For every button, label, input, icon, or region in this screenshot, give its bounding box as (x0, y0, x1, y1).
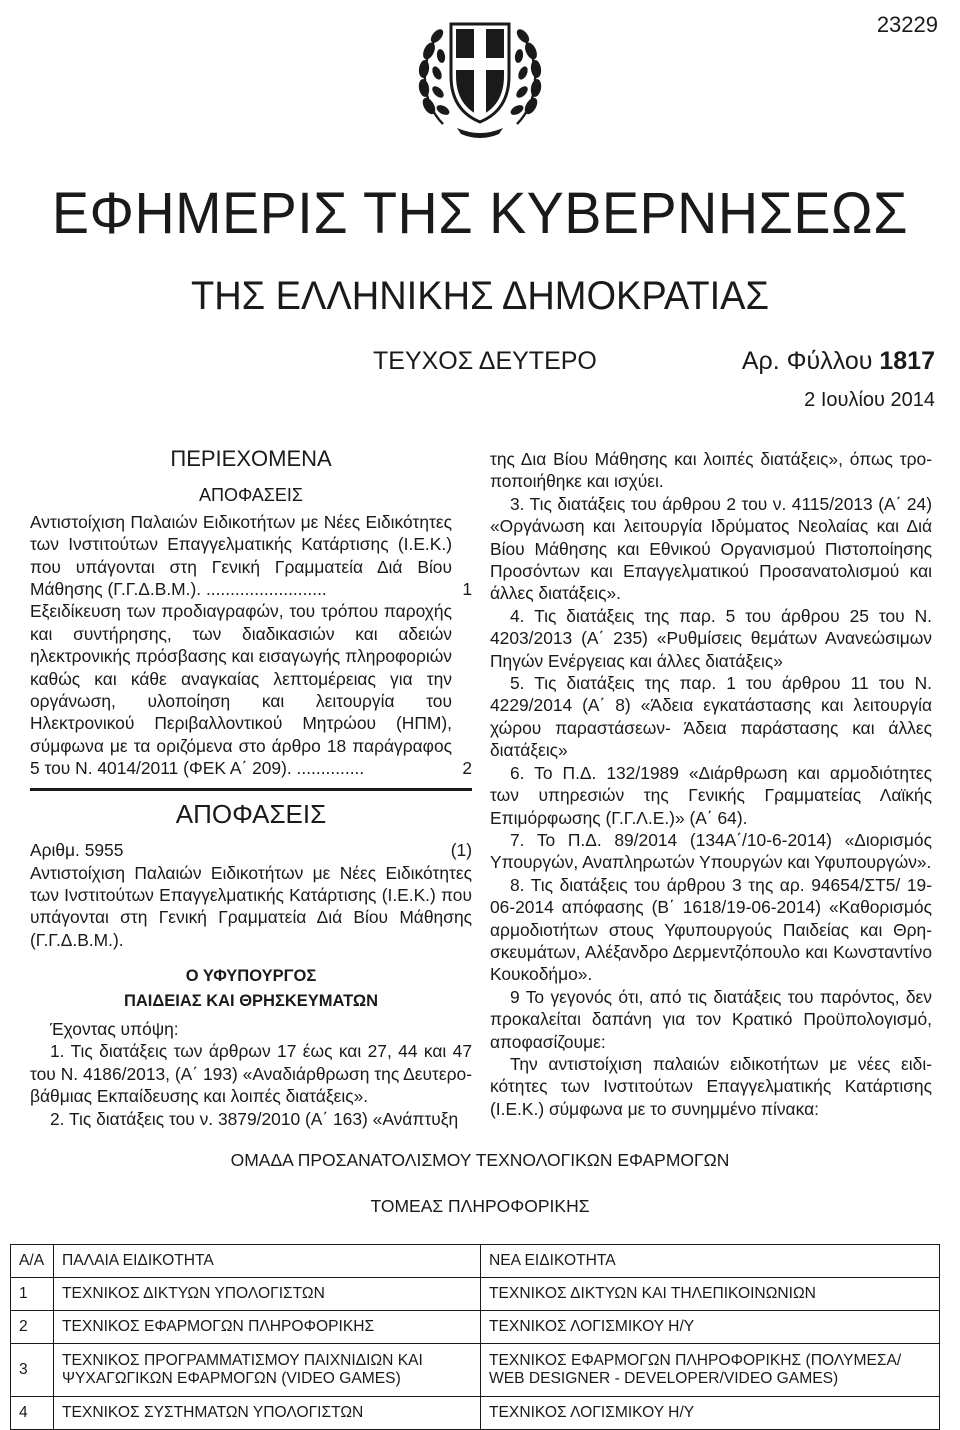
decision-paragraph: της Δια Βίου Μάθησης και λοιπές διατάξεις», όπως τροποποιήθηκε και ισχύει. (490, 449, 932, 492)
contents-entry[interactable] (30, 600, 472, 779)
row-number: 3 (11, 1344, 54, 1397)
old-specialty-cell: ΤΕΧΝΙΚΟΣ ΣΥΣΤΗΜΑΤΩΝ ΥΠΟΛΟΓΙΣΤΩΝ (54, 1397, 481, 1430)
row-number: 1 (11, 1278, 54, 1311)
contents-entry-text: Εξειδίκευση των προδιαγραφών, του τρόπου παροχής και συντήρησης, των διαδικασιών και αδειών ηλεκτρονικής πρόσβασης και εισαγωγής πληροφοριών καθώς και κάθε αναγκαίας λεπτομέρειας για την οργάνωση, υλοποίηση και λειτουργία του Ηλεκτρονικού Περιβαλλοντικού Μητρώου (ΗΠΜ), σύμφωνα με τα οριζόμενα στο άρθρο 18 παράγραφος 5 του Ν. 4014/2011 (ΦΕΚ Α΄ 209). .............. (30, 601, 452, 779)
orientation-group-title: ΟΜΑΔΑ ΠΡΟΣΑΝΑΤΟΛΙΣΜΟΥ ΤΕΧΝΟΛΟΓΙΚΩΝ ΕΦΑΡΜΟΓΩΝ (230, 1150, 730, 1170)
decision-paragraph: 4. Τις διατάξεις της παρ. 5 του άρθρου 25 του Ν. 4203/2013 (Α΄ 235) «Ρυθμίσεις θεμάτων Ανανεώσιμων Πηγών Ενέργειας και άλλες διατάξεις» (490, 605, 932, 671)
sheet-label: Αρ. Φύλλου (741, 347, 873, 375)
contents-entry-page: 1 (462, 579, 472, 600)
decision-paragraph: 5. Τις διατάξεις της παρ. 1 του άρθρου 11 του Ν. 4229/2014 (Α΄ 8) «Άδεια εγκατάστασης και λειτουργία χώρου παραστάσεων- Άδεια παράστασης και άλλες διατάξεις» (490, 673, 932, 761)
decision-number-label: Αριθμ. 5955 (30, 840, 124, 861)
issue-series: ΤΕΥΧΟΣ ΔΕΥΤΕΡΟ (373, 347, 597, 375)
header-old-specialty: ΠΑΛΑΙΑ ΕΙΔΙΚΟΤΗΤΑ (54, 1245, 481, 1278)
section-divider (30, 788, 472, 791)
sheet-number (742, 347, 935, 376)
greek-coat-of-arms-icon (413, 6, 547, 140)
sheet-number-value: 1817 (879, 347, 935, 375)
decision-paragraph: 2. Τις διατάξεις του ν. 3879/2010 (Α΄ 163) «Ανάπτυξη (50, 1108, 459, 1129)
gazette-subtitle: ΤΗΣ ΕΛΛΗΝΙΚΗΣ ΔΗΜΟΚΡΑΤΙΑΣ (190, 274, 770, 318)
specialties-table (10, 1244, 940, 1430)
row-number: 2 (11, 1311, 54, 1344)
old-specialty-cell: ΤΕΧΝΙΚΟΣ ΔΙΚΤΥΩΝ ΥΠΟΛΟΓΙΣΤΩΝ (54, 1278, 481, 1311)
new-specialty-cell: ΤΕΧΝΙΚΟΣ ΔΙΚΤΥΩΝ ΚΑΙ ΤΗΛΕΠΙΚΟΙΝΩΝΙΩΝ (481, 1278, 940, 1311)
decision-paragraph: 1. Τις διατάξεις των άρθρων 17 έως και 27, 44 και 47 του Ν. 4186/2013, (Α΄ 193) «Αναδιάρθρωση της Δευτεροβάθμιας Εκπαίδευσης και λοιπές διατάξεις». (30, 1041, 472, 1107)
decision-paragraph: 7. Το Π.Δ. 89/2014 (134Α΄/10-6-2014) «Διορισμός Υπουργών, Αναπληρωτών Υπουργών και Υφυπουργών». (490, 829, 932, 873)
decisions-heading: ΑΠΟΦΑΣΕΙΣ (175, 798, 327, 829)
table-row (11, 1311, 940, 1344)
header-new-specialty: ΝΕΑ ΕΙΔΙΚΟΤΗΤΑ (481, 1245, 940, 1278)
table-row (11, 1344, 940, 1397)
table-row (11, 1397, 940, 1430)
contents-entry-text: Αντιστοίχιση Παλαιών Ειδικοτήτων με Νέες Ειδικότητες των Ινστιτούτων Επαγγελματικής Κατάρτισης (Ι.Ε.Κ.) που υπάγονται στη Γενική Γραμματεία Διά Βίου Μάθησης (Γ.Γ.Δ.Β.Μ.). ......................... (30, 511, 452, 600)
authority-title: Ο ΥΦΥΠΟΥΡΓΟΣ (185, 967, 317, 986)
table-header-row (11, 1245, 940, 1278)
sector-title: ΤΟΜΕΑΣ ΠΛΗΡΟΦΟΡΙΚΗΣ (370, 1196, 590, 1216)
decision-subject: Αντιστοίχιση Παλαιών Ειδικοτήτων με Νέες Ειδικότητες των Ινστιτούτων Επαγγελματικής Κατάρτισης (Ι.Ε.Κ.) που υπάγονται στη Γενική Γραμματεία Διά Βίου Μάθησης (Γ.Γ.Δ.Β.Μ.). (30, 862, 472, 950)
left-column (30, 448, 472, 1130)
contents-entry-page: 2 (462, 758, 472, 779)
gazette-title: ΕΦΗΜΕΡΙΣ ΤΗΣ ΚΥΒΕΡΝΗΣΕΩΣ (51, 181, 909, 246)
contents-entry[interactable] (30, 511, 472, 601)
header-aa: Α/Α (11, 1245, 54, 1278)
new-specialty-cell: ΤΕΧΝΙΚΟΣ ΛΟΓΙΣΜΙΚΟΥ Η/Υ (481, 1397, 940, 1430)
contents-title: ΠΕΡΙΕΧΟΜΕΝΑ (170, 446, 332, 471)
decision-index: (1) (450, 840, 472, 861)
decision-paragraph: 9 Το γεγονός ότι, από τις διατάξεις του παρόντος, δεν προκαλείται δαπάνη για τον Κρατικό Προϋπολογισμό, αποφασίζουμε: (490, 986, 932, 1052)
decision-number (30, 839, 472, 861)
issue-date: 2 Ιουλίου 2014 (804, 389, 935, 411)
new-specialty-cell: ΤΕΧΝΙΚΟΣ ΛΟΓΙΣΜΙΚΟΥ Η/Υ (481, 1311, 940, 1344)
page-number: 23229 (876, 12, 938, 37)
decision-paragraph: Την αντιστοίχιση παλαιών ειδικοτήτων με νέες ειδικότητες των Ινστιτούτων Επαγγελματικής Κατάρτισης (Ι.Ε.Κ.) σύμφωνα με το συνημμένο πίνακα: (490, 1053, 932, 1119)
decision-paragraph: 8. Τις διατάξεις του άρθρου 3 της αρ. 94654/ΣΤ5/ 19-06-2014 απόφασης (Β΄ 1618/19-06-2014) «Καθορισμός αρμοδιοτήτων στους Υφυπουργούς Παιδείας και Θρησκευμάτων, Αλέξανδρο Δερμεντζόπουλο και Κωνσταντίνο Κουκοδήμο». (490, 874, 932, 985)
new-specialty-cell: ΤΕΧΝΙΚΟΣ ΕΦΑΡΜΟΓΩΝ ΠΛΗΡΟΦΟΡΙΚΗΣ (ΠΟΛΥΜΕΣΑ/ WEB DESIGNER - DEVELOPER/VIDEO GAMES) (481, 1344, 940, 1397)
table-row (11, 1278, 940, 1311)
old-specialty-cell: ΤΕΧΝΙΚΟΣ ΠΡΟΓΡΑΜΜΑΤΙΣΜΟΥ ΠΑΙΧΝΙΔΙΩΝ ΚΑΙ ΨΥΧΑΓΩΓΙΚΩΝ ΕΦΑΡΜΟΓΩΝ (VIDEO GAMES) (54, 1344, 481, 1397)
decision-paragraph: 6. Το Π.Δ. 132/1989 «Διάρθρωση και αρμοδιότητες των υπηρεσιών της Γενικής Γραμματείας Λαϊκής Επιμόρφωσης (Γ.Γ.Λ.Ε.)» (Α΄ 64). (490, 762, 932, 828)
decision-paragraph: 3. Τις διατάξεις του άρθρου 2 του ν. 4115/2013 (Α΄ 24) «Οργάνωση και λειτουργία Ιδρύματος Νεολαίας και Διά Βίου Μάθησης και Εθνικού Οργανισμού Πιστοποίησης Προσόντων και Επαγγελματικού Προσανατολισμού και άλλες διατάξεις». (490, 493, 932, 604)
contents-section: ΑΠΟΦΑΣΕΙΣ (198, 485, 304, 506)
old-specialty-cell: ΤΕΧΝΙΚΟΣ ΕΦΑΡΜΟΓΩΝ ΠΛΗΡΟΦΟΡΙΚΗΣ (54, 1311, 481, 1344)
considering-label: Έχοντας υπόψη: (50, 1018, 179, 1039)
authority-ministry: ΠΑΙΔΕΙΑΣ ΚΑΙ ΘΡΗΣΚΕΥΜΑΤΩΝ (123, 991, 379, 1010)
right-column (490, 448, 932, 1120)
row-number: 4 (11, 1397, 54, 1430)
